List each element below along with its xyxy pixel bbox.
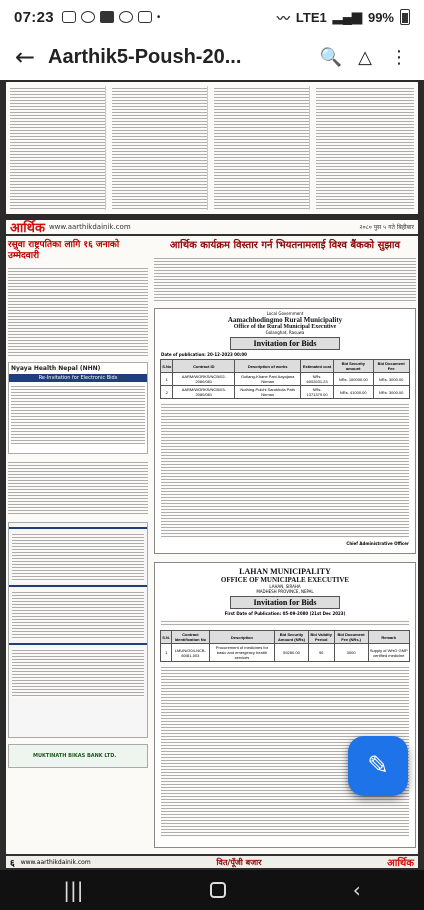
search-doc-icon[interactable]: 🔍 bbox=[319, 46, 343, 68]
table-header: S.No bbox=[161, 360, 173, 373]
lahan-bid-notice bbox=[154, 562, 416, 848]
lahan-place: LAHAN, SIRAHA bbox=[269, 584, 301, 589]
table-header: Bid Document Fee bbox=[373, 360, 409, 373]
table-row bbox=[161, 644, 410, 662]
table-header: Estimated cost bbox=[301, 360, 334, 373]
table-cell: 90 bbox=[308, 644, 334, 662]
table-cell: Nothing-Pulchi Sarukhola Path Nirman bbox=[235, 386, 301, 399]
text-column bbox=[214, 86, 310, 210]
bank-name: MUKTINATH BIKAS BANK LTD. bbox=[33, 753, 117, 759]
vacancy-body bbox=[12, 590, 144, 640]
vacancy-notice bbox=[8, 522, 148, 738]
status-time: 07:23 bbox=[14, 8, 54, 26]
nyaya-name: Nyaya Health Nepal (NHN) bbox=[11, 365, 101, 372]
table-header: Bid Validity Period bbox=[308, 631, 334, 644]
table-cell: NRs. 6002631.23 bbox=[301, 373, 334, 386]
lahan-intro bbox=[161, 619, 409, 627]
table-cell: NRs. 3000.00 bbox=[373, 386, 409, 399]
article-text bbox=[154, 256, 416, 302]
newspaper-url: www.aarthikdainik.com bbox=[48, 223, 131, 231]
table-cell: 1 bbox=[161, 644, 172, 662]
lead-headline: रसुवा राष्ट्रपतिका लागि १६ जनाको उम्मेदवारी bbox=[8, 240, 120, 261]
lahan-table bbox=[160, 630, 410, 662]
main-headline: आर्थिक कार्यक्रम विस्तार गर्न भियतनामलाई विश्व बैंकको सुझाव bbox=[169, 240, 401, 251]
aama-terms bbox=[161, 402, 409, 538]
aama-office: Office of the Rural Municipal Executive bbox=[233, 324, 337, 330]
article-text bbox=[8, 460, 148, 516]
aama-signature: Chief Administrative Officer bbox=[346, 541, 409, 546]
dot-icon: • bbox=[156, 11, 161, 23]
edit-fab[interactable] bbox=[348, 736, 408, 796]
status-right bbox=[277, 8, 410, 27]
edition-date: २०८० पुस ५ गते बिहीबार bbox=[359, 224, 414, 231]
table-cell: 3000 bbox=[334, 644, 368, 662]
gov-label: Local Government bbox=[266, 311, 304, 316]
aama-place: Golanghat, Rasuwa bbox=[265, 330, 305, 335]
newspaper-logo: आर्थिक bbox=[10, 220, 45, 235]
footer-url: www.aarthikdainik.com bbox=[20, 858, 91, 866]
aama-bid-notice bbox=[154, 308, 416, 554]
table-cell: NRs. 41000.00 bbox=[334, 386, 373, 399]
lahan-province: MADHESH PROVINCE, NEPAL bbox=[256, 589, 314, 594]
lahan-org: LAHAN MUNICIPALITY bbox=[239, 567, 331, 576]
battery-level: 99% bbox=[367, 9, 394, 25]
vacancy-header bbox=[9, 585, 147, 587]
nyaya-body bbox=[11, 384, 145, 444]
table-header: Remark bbox=[368, 631, 409, 644]
text-column bbox=[112, 86, 208, 210]
lahan-bids-title: Invitation for Bids bbox=[230, 596, 340, 609]
vacancy-body bbox=[12, 532, 144, 582]
vacancy-header bbox=[9, 527, 147, 529]
table-cell: Gollang-Khane Pani Aayojana Nirman bbox=[235, 373, 301, 386]
add-to-drive-icon[interactable]: △ bbox=[358, 46, 372, 68]
article-text bbox=[8, 266, 148, 356]
message-icon bbox=[62, 11, 76, 23]
text-column bbox=[10, 86, 106, 210]
page-footer bbox=[6, 854, 418, 868]
lahan-office: OFFICE OF MUNICIPALE EXECUTIVE bbox=[220, 576, 350, 584]
table-header: S.N. bbox=[161, 631, 172, 644]
table-cell: Procurement of medicines for basic and emergency health services bbox=[209, 644, 274, 662]
bank-ad bbox=[8, 744, 148, 768]
document-title: Aarthik5-Poush-20... bbox=[48, 45, 242, 68]
table-header: Bid Security amount bbox=[334, 360, 373, 373]
nyaya-notice bbox=[8, 362, 148, 454]
vacancy-body bbox=[12, 648, 144, 698]
page-number: ६ bbox=[10, 858, 15, 869]
network-label: LTE1 bbox=[295, 9, 327, 25]
table-header-row bbox=[161, 631, 410, 644]
table-row bbox=[161, 373, 410, 386]
vacancy-header bbox=[9, 643, 147, 645]
table-cell: NRs. 100000.00 bbox=[334, 373, 373, 386]
lahan-pub-date: First Date of Publication: 05-09-2080 (21st Dec 2023) bbox=[224, 611, 346, 616]
battery-icon bbox=[400, 9, 410, 25]
messenger-icon bbox=[81, 11, 95, 23]
app-toolbar bbox=[0, 34, 424, 80]
table-cell: NRs. 1371379.00 bbox=[301, 386, 334, 399]
table-header: Description bbox=[209, 631, 274, 644]
home-button[interactable] bbox=[210, 882, 226, 898]
table-cell: NRs. 3000.00 bbox=[373, 373, 409, 386]
section-label: वित/पूँजी बजार bbox=[216, 857, 262, 867]
app-icon bbox=[138, 11, 152, 23]
aama-bids-title: Invitation for Bids bbox=[230, 337, 340, 350]
nyaya-title: Re-Invitation for Electronic Bids bbox=[9, 374, 147, 382]
aama-date: Date of publication: 20-12-2023 00:00 bbox=[161, 352, 247, 357]
table-header: Bid Security Amount (NRs) bbox=[275, 631, 309, 644]
table-cell: 1 bbox=[161, 373, 173, 386]
table-cell: 59280.00 bbox=[275, 644, 309, 662]
pdf-page-prev bbox=[6, 82, 418, 214]
wifi-icon: 〰 bbox=[276, 10, 290, 26]
text-column bbox=[316, 86, 414, 210]
status-bar bbox=[0, 0, 424, 34]
table-header: Contract ID bbox=[173, 360, 235, 373]
back-nav-button[interactable]: ‹ bbox=[352, 878, 361, 902]
system-nav-bar bbox=[0, 870, 424, 910]
recents-button[interactable]: ||| bbox=[63, 878, 84, 902]
table-cell: Supply of WHO GMP certified medicine bbox=[368, 644, 409, 662]
table-header: Bid Document Fee (NRs.) bbox=[334, 631, 368, 644]
table-header: Contract Identification No bbox=[171, 631, 209, 644]
edit-icon: ✎ bbox=[367, 751, 389, 781]
left-column bbox=[8, 240, 148, 864]
more-vert-icon[interactable]: ⋮ bbox=[390, 46, 408, 68]
facebook-icon bbox=[100, 11, 114, 23]
masthead bbox=[6, 220, 418, 236]
table-cell: 2 bbox=[161, 386, 173, 399]
aama-table bbox=[160, 359, 410, 399]
signal-icon: ▂▄▆ bbox=[332, 9, 362, 24]
arrow-back-icon[interactable]: ← bbox=[14, 43, 36, 71]
table-cell: LMUN/G04-NCB-80/81-003 bbox=[171, 644, 209, 662]
notification-icons bbox=[62, 11, 161, 23]
table-cell: AARM/WORKS/NCB/03-2080/081 bbox=[173, 386, 235, 399]
table-header-row bbox=[161, 360, 410, 373]
table-cell: AARM/WORKS/NCB/02-2080/081 bbox=[173, 373, 235, 386]
footer-logo: आर्थिक bbox=[387, 858, 414, 869]
aama-org: Aamachhodingmo Rural Municipality bbox=[227, 316, 343, 324]
table-header: Description of works bbox=[235, 360, 301, 373]
whatsapp-icon bbox=[119, 11, 133, 23]
table-row bbox=[161, 386, 410, 399]
